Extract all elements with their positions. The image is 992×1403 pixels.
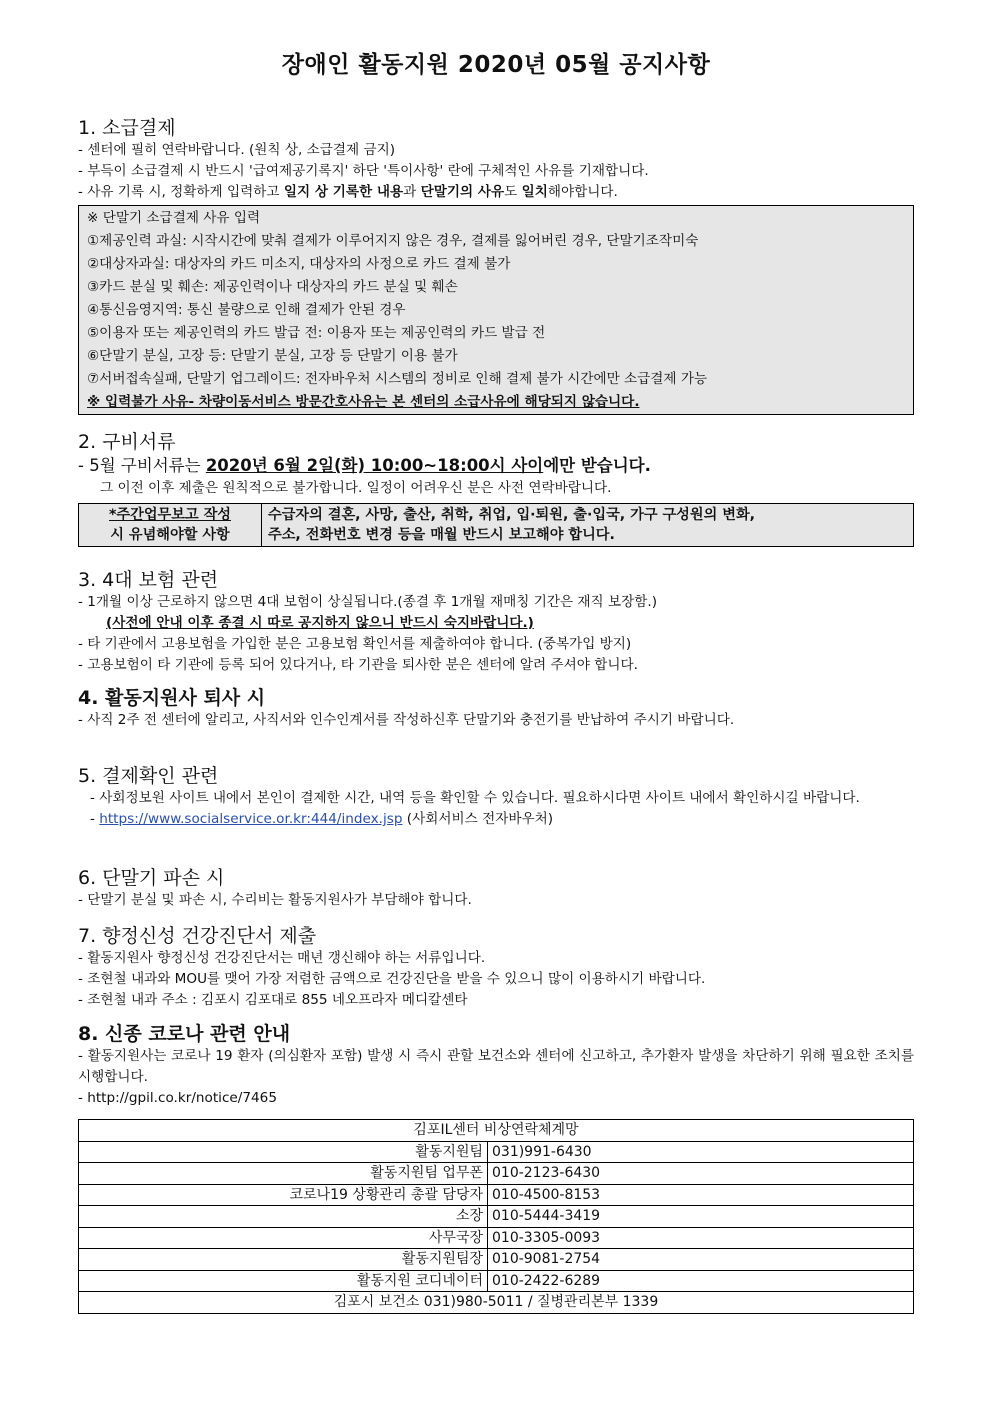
table-row: [79, 1206, 914, 1228]
section-5: [78, 764, 914, 830]
section-1-heading: 1. 소급결제: [78, 117, 176, 139]
s2-l1-tail: 에만 받습니다.: [543, 456, 651, 475]
s1-l3-text-3: 도: [504, 184, 522, 200]
s3-line-4: - 고용보험이 타 기관에 등록 되어 있다거나, 타 기관을 퇴사한 분은 센터에 알려 주셔야 합니다.: [78, 657, 638, 673]
s1-l3-bold-3: 일치: [521, 184, 548, 200]
table-row: [79, 1227, 914, 1249]
section-8: [78, 1022, 914, 1314]
s7-line-1: - 활동지원사 향정신성 건강진단서는 매년 갱신해야 하는 서류입니다.: [78, 950, 486, 966]
s5-link-caption: (사회서비스 전자바우처): [402, 811, 554, 827]
contact-phone: 010-3305-0093: [488, 1227, 914, 1249]
weekly-report-content-1: 수급자의 결혼, 사망, 출산, 취학, 취업, 입·퇴원, 출·입국, 가구 구성원의 변화,: [268, 507, 756, 523]
section-8-heading: 8. 신종 코로나 관련 안내: [78, 1023, 291, 1045]
section-1: [78, 116, 914, 415]
contact-role: 활동지원팀 업무폰: [79, 1163, 488, 1185]
table-row: [79, 1141, 914, 1163]
weekly-report-label: [79, 504, 262, 547]
s3-line-1: - 1개월 이상 근로하지 않으면 4대 보험이 상실됩니다.(종결 후 1개월 재매칭 기간은 재직 보장함.): [78, 594, 658, 610]
box-item: ④통신음영지역: 통신 불량으로 인해 결제가 안된 경우: [87, 302, 406, 318]
contact-role: 활동지원팀장: [79, 1249, 488, 1271]
s3-line-2: (사전에 안내 이후 종결 시 따로 공지하지 않으니 반드시 숙지바랍니다.): [106, 615, 534, 631]
s6-line-1: - 단말기 분실 및 파손 시, 수리비는 활동지원사가 부담해야 합니다.: [78, 892, 472, 908]
s7-line-2: - 조현철 내과와 MOU를 맺어 가장 저렴한 금액으로 건강진단을 받을 수 있으니 많이 이용하시기 바랍니다.: [78, 971, 706, 987]
s7-line-3: - 조현철 내과 주소 : 김포시 김포대로 855 네오프라자 메디칼센타: [78, 992, 468, 1008]
s1-l3-bold-1: 일지 상 기록한 내용: [283, 184, 404, 200]
section-6: [78, 866, 914, 911]
box-item: ⑥단말기 분실, 고장 등: 단말기 분실, 고장 등 단말기 이용 불가: [87, 348, 458, 364]
contact-table-header: 김포IL센터 비상연락체계망: [79, 1120, 914, 1142]
page-title: 장애인 활동지원 2020년 05월 공지사항: [281, 52, 711, 78]
s5-line-1: - 사회정보원 사이트 내에서 본인이 결제한 시간, 내역 등을 확인할 수 있습니다. 필요하시다면 사이트 내에서 확인하시길 바랍니다.: [90, 790, 860, 806]
s8-line-2: - http://gpil.co.kr/notice/7465: [78, 1090, 277, 1106]
section-2: [78, 430, 914, 547]
s5-dash: -: [90, 811, 100, 827]
box-item: ③카드 분실 및 훼손: 제공인력이나 대상자의 카드 분실 및 훼손: [87, 279, 458, 295]
section-4: [78, 686, 914, 731]
s1-l3-bold-2: 단말기의 사유: [420, 184, 505, 200]
s1-line-2: - 부득이 소급결제 시 반드시 '급여제공기록지' 하단 '특이사항' 란에 구체적인 사유를 기재합니다.: [78, 163, 649, 179]
contact-role: 활동지원팀: [79, 1141, 488, 1163]
contact-phone: 010-2422-6289: [488, 1270, 914, 1292]
contact-table-footer: 김포시 보건소 031)980-5011 / 질병관리본부 1339: [79, 1292, 914, 1314]
s2-line-1: [78, 454, 914, 478]
table-row: [79, 1270, 914, 1292]
table-row: [79, 1163, 914, 1185]
table-row: [79, 1249, 914, 1271]
contact-phone: 010-5444-3419: [488, 1206, 914, 1228]
contact-role: 코로나19 상황관리 총괄 담당자: [79, 1184, 488, 1206]
s2-l1-date: 2020년 6월 2일(화) 10:00~18:00시 사이: [205, 456, 544, 475]
section-2-heading: 2. 구비서류: [78, 431, 176, 453]
section-6-heading: 6. 단말기 파손 시: [78, 867, 225, 889]
socialservice-link[interactable]: https://www.socialservice.or.kr:444/index.jsp: [99, 811, 403, 827]
weekly-report-table: [78, 503, 914, 547]
s2-l1-text: - 5월 구비서류는: [78, 456, 206, 475]
backdate-reason-box: [78, 205, 914, 415]
box-item: ⑤이용자 또는 제공인력의 카드 발급 전: 이용자 또는 제공인력의 카드 발급 전: [87, 325, 546, 341]
section-5-heading: 5. 결제확인 관련: [78, 765, 219, 787]
contact-phone: 031)991-6430: [488, 1141, 914, 1163]
contact-phone: 010-4500-8153: [488, 1184, 914, 1206]
weekly-report-content: [262, 504, 914, 547]
box-note: ※ 입력불가 사유- 차량이동서비스 방문간호사유는 본 센터의 소급사유에 해당되지 않습니다.: [87, 394, 640, 410]
emergency-contact-table: [78, 1119, 914, 1314]
section-3: [78, 568, 914, 676]
contact-role: 소장: [79, 1206, 488, 1228]
s1-l3-text-4: 해야합니다.: [547, 184, 618, 200]
contact-phone: 010-2123-6430: [488, 1163, 914, 1185]
weekly-report-label-1: *주간업무보고 작성: [108, 507, 231, 523]
s4-line-1: - 사직 2주 전 센터에 알리고, 사직서와 인수인계서를 작성하신후 단말기와 충전기를 반납하여 주시기 바랍니다.: [78, 712, 735, 728]
contact-phone: 010-9081-2754: [488, 1249, 914, 1271]
s8-line-1: - 활동지원사는 코로나 19 환자 (의심환자 포함) 발생 시 즉시 관할 보건소와 센터에 신고하고, 추가환자 발생을 차단하기 위해 필요한 조치를 시행합니다.: [78, 1048, 914, 1085]
s5-line-2: [78, 809, 914, 830]
box-item: ⑦서버접속실패, 단말기 업그레이드: 전자바우처 시스템의 정비로 인해 결제 불가 시간에만 소급결제 가능: [87, 371, 708, 387]
section-3-heading: 3. 4대 보험 관련: [78, 569, 219, 591]
s1-line-1: - 센터에 필히 연락바랍니다. (원칙 상, 소급결제 금지): [78, 142, 396, 158]
s3-line-3: - 타 기관에서 고용보험을 가입한 분은 고용보험 확인서를 제출하여야 합니다. (중복가입 방지): [78, 636, 632, 652]
s1-l3-text: - 사유 기록 시, 정확하게 입력하고: [78, 184, 284, 200]
weekly-report-label-2: 시 유념해야할 사항: [110, 527, 230, 543]
weekly-report-content-2: 주소, 전화번호 변경 등을 매월 반드시 보고해야 합니다.: [268, 527, 615, 543]
section-7-heading: 7. 향정신성 건강진단서 제출: [78, 925, 317, 947]
contact-role: 사무국장: [79, 1227, 488, 1249]
box-item: ①제공인력 과실: 시작시간에 맞춰 결제가 이루어지지 않은 경우, 결제를 잃어버린 경우, 단말기조작미숙: [87, 233, 699, 249]
s2-line-2: 그 이전 이후 제출은 원칙적으로 불가합니다. 일정이 어려우신 분은 사전 연락바랍니다.: [100, 480, 612, 496]
table-row: [79, 1184, 914, 1206]
s1-l3-text-2: 과: [403, 184, 421, 200]
s1-line-3: [78, 182, 914, 203]
contact-role: 활동지원 코디네이터: [79, 1270, 488, 1292]
section-7: [78, 924, 914, 1011]
box-head: ※ 단말기 소급결제 사유 입력: [87, 210, 261, 226]
box-item: ②대상자과실: 대상자의 카드 미소지, 대상자의 사정으로 카드 결제 불가: [87, 256, 511, 272]
section-4-heading: 4. 활동지원사 퇴사 시: [78, 687, 266, 709]
